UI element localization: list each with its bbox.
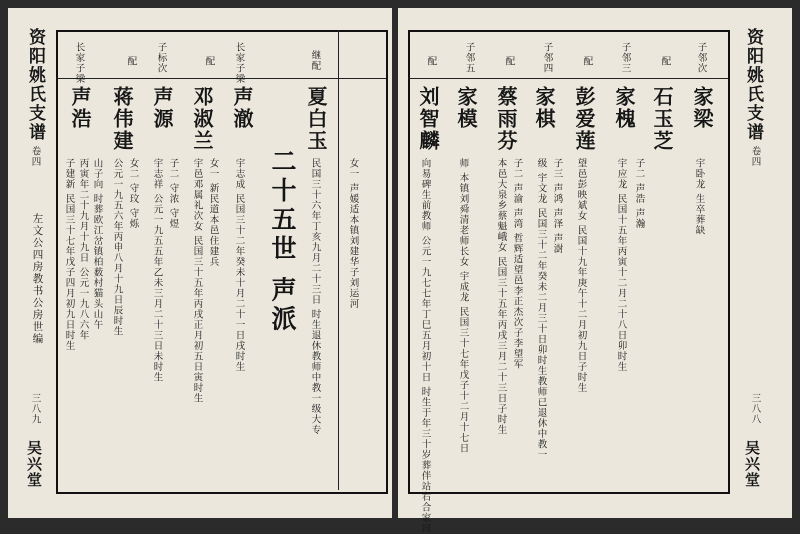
label-zi-lin-ci: 子邻次 [695,42,707,74]
label-zi-biao: 子标次 [155,42,167,74]
record-text: 宇应龙 民国十五年丙寅十二月二十八日卯时生 [615,158,627,373]
record-text: 向易碑生前教师 公元一九七七年丁巳五月初十日 时生于年三十岁葬伴站右合家同 [419,158,431,534]
record-text: 子建新 民国三十七年戊子四月初九日时生 [63,158,75,352]
person-name: 声澈 [230,86,254,130]
record-text: 子二 声渝 声湾 哲辉适望邑李正杰次子李望军 [511,158,523,370]
person-name: 家棋 [532,86,556,130]
record-text: 子二 声浩 声瀚 [633,158,645,230]
person-name: 彭爱莲 [572,86,596,152]
record-text: 望邑彭映斌女 民国十九年庚午十二月初九日子时生 [575,158,587,394]
label-pei: 配 [581,56,593,67]
generation-heading: 二十五世 声派 [268,148,297,335]
label-pei: 配 [425,56,437,67]
page-number: 三八九 [29,393,41,425]
record-text: 级 宇文龙 民国三十二年癸未二月三十日卯时生教师已退休中教一 [535,158,547,461]
label-zhangzi: 长家子梁 [73,42,85,84]
record-text: 师 本镇刘舜清老师长女 宇成龙 民国三十七年戊子十二月十七日 [457,158,469,454]
label-pei: 配 [503,56,515,67]
person-name: 家槐 [612,86,636,130]
page-number: 三八八 [749,393,761,425]
label-zi-lin-san: 子邻三 [619,42,631,74]
person-name: 蔡雨芬 [494,86,518,152]
label-zi-lin-wu: 子邻五 [463,42,475,74]
book-title: 资阳姚氏支谱 [25,28,45,142]
record-text: 宇志成 民国三十二年癸未十月二十一日戌时生 [233,158,245,373]
person-name: 家梁 [690,86,714,130]
label-zi-lin-si: 子邻四 [541,42,553,74]
person-name: 邓淑兰 [190,86,214,152]
volume-label: 卷四 [749,146,761,167]
record-text: 山子向 时葬欧江岔镇柏薮村猫头山午 [91,158,103,331]
record-text: 宇邑邓属礼次女 民国三十五年丙戌正月初五日寅时生 [191,158,203,404]
hall-name: 吴兴堂 [743,440,761,488]
person-name: 蒋伟建 [110,86,134,152]
record-text: 宇志祥 公元一九五五年乙未三月二十三日未时生 [151,158,163,383]
record-text: 民国三十六年丁亥九月二十三日 时生退休教师中教一级大专 [309,158,321,436]
person-name: 夏白玉 [304,86,328,152]
volume-label: 卷四 [29,146,41,167]
record-text: 公元一九五六年丙申八月十九日辰时生 [111,158,123,337]
header-row-divider [408,78,728,79]
record-text: 女二 守玟 守烁 [127,158,139,230]
record-text: 子二 守浓 守煜 [167,158,179,230]
person-name: 声源 [150,86,174,130]
label-ji-pei: 继配 [309,50,321,71]
header-row-divider [56,78,386,79]
record-text: 丙寅年二十九月十九日 公元一九八六年 [77,158,89,341]
record-text: 宇卧龙 生卒葬缺 [693,158,705,236]
person-name: 声浩 [68,86,92,130]
label-pei: 配 [203,56,215,67]
label-pei: 配 [125,56,137,67]
hall-name: 吴兴堂 [25,440,43,488]
column-divider [338,30,339,490]
right-page [398,8,792,534]
book-title: 资阳姚氏支谱 [743,28,763,142]
record-text: 子三 声鸿 声泽 声澍 [551,158,563,255]
record-text: 女一 新民道本邑住建兵 [207,158,219,268]
label-zhangzi: 长家子梁 [233,42,245,84]
left-footer-note: 左文公四房教书公房世编 [31,213,44,345]
person-name: 家模 [454,86,478,130]
left-page [8,8,392,518]
record-text: 女一 声媛适本镇刘建华子刘运河 [347,158,359,310]
person-name: 石玉芝 [650,86,674,152]
record-text: 本邑大泉乡蔡魁峨女 民国三十五年丙戌三月二十三日子时生 [495,158,507,436]
person-name: 刘智麟 [416,86,440,152]
label-pei: 配 [659,56,671,67]
